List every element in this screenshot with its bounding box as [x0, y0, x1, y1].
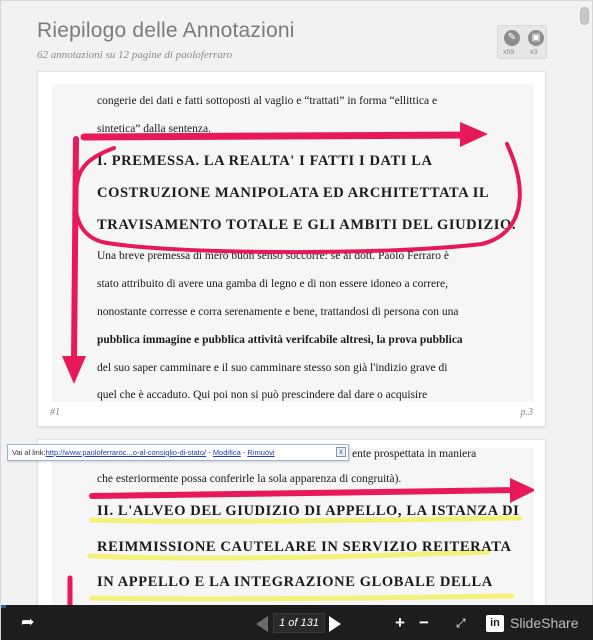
share-icon[interactable]: ➦ [21, 614, 35, 631]
doc-text-line: ente prospettata in maniera [352, 448, 477, 460]
link-tooltip [7, 444, 349, 461]
doc-heading-line: COSTRUZIONE MANIPOLATA ED ARCHITETTATA IL [97, 185, 490, 201]
link-tooltip-separator: - [240, 448, 248, 457]
lock-icon[interactable]: ▣ [528, 30, 544, 46]
link-remove-button[interactable]: Rimuovi [247, 448, 275, 457]
doc-text-line: congerie dei dati e fatti sottoposti al vaglio e “trattati” in forma “ellittica e [97, 95, 438, 107]
next-slide-button[interactable] [329, 616, 341, 632]
doc-text-line: quel che è accaduto. Qui poi non si può prescindere dal dare o acquisire [97, 389, 428, 401]
annotation-page: p.3 [520, 407, 533, 418]
pencil-icon[interactable]: ✎ [504, 30, 520, 46]
doc-heading-line: II. L'ALVEO DEL GIUDIZIO DI APPELLO, LA ISTANZA DI [97, 503, 520, 519]
doc-text-line: stato attribuito di avere una gamba di legno e di non essere idoneo a correre, [97, 278, 448, 290]
lock-count: x3 [530, 49, 538, 56]
link-tooltip-separator: - [206, 448, 213, 457]
annotation-type-counts [497, 25, 547, 59]
annotation-card[interactable] [37, 71, 546, 427]
doc-text-line: del suo saper camminare e il suo camminare stesso son già l'indizio grave di [97, 362, 448, 374]
pencil-count: x59 [503, 49, 515, 56]
page-indicator[interactable]: 1 of 131 [273, 613, 325, 633]
scrollbar-thumb[interactable] [580, 7, 589, 25]
doc-heading-line: IN APPELLO E LA INTEGRAZIONE GLOBALE DELLA [97, 574, 493, 590]
previous-slide-button[interactable] [256, 616, 268, 632]
linkedin-logo[interactable]: in [486, 615, 504, 632]
close-icon[interactable]: x [336, 447, 346, 457]
doc-text-line: Una breve premessa di mero buon senso soccorre: se al dott. Paolo Ferraro è [97, 250, 449, 262]
zoom-out-button[interactable]: − [419, 613, 429, 632]
panel-subtitle: 62 annotazioni su 12 pagine di paoloferraro [37, 49, 233, 61]
doc-heading-line: I. PREMESSA. LA REALTA' I FATTI I DATI LA [97, 153, 433, 169]
zoom-in-button[interactable]: + [395, 613, 405, 632]
annotation-card[interactable] [37, 439, 546, 609]
annotation-number: #1 [50, 407, 60, 418]
slide-progress-bar [1, 605, 6, 608]
doc-text-line: sintetica” dalla sentenza. [97, 123, 211, 135]
doc-heading-line: REIMMISSIONE CAUTELARE IN SERVIZIO REITERATA [97, 539, 512, 555]
page-snapshot [52, 84, 534, 402]
link-tooltip-prefix: Vai al link: [12, 448, 46, 457]
panel-header [37, 19, 547, 69]
doc-text-line: pubblica immagine e pubblica attività verifcabile altresì, la prova pubblica [97, 334, 463, 346]
page-snapshot [52, 448, 534, 609]
fullscreen-icon[interactable]: ⤢ [456, 616, 466, 630]
doc-text-line: che esteriormente possa conferirle la sola apparenza di congruità). [97, 473, 402, 485]
slideshare-toolbar [1, 605, 593, 640]
doc-text-line: nonostante corresse e corra serenamente e bene, trattandosi di persona con una [97, 306, 459, 318]
panel-title: Riepilogo delle Annotazioni [37, 19, 295, 42]
link-edit-button[interactable]: Modifica [212, 448, 241, 457]
slideshare-brand[interactable]: SlideShare [510, 615, 579, 631]
link-tooltip-url[interactable]: http://www.paoloferraroc...o-al-consiglio-di-stato/ [45, 448, 207, 457]
doc-heading-line: TRAVISAMENTO TOTALE E GLI AMBITI DEL GIUDIZIO. [97, 217, 517, 233]
scrollbar[interactable] [580, 5, 589, 605]
